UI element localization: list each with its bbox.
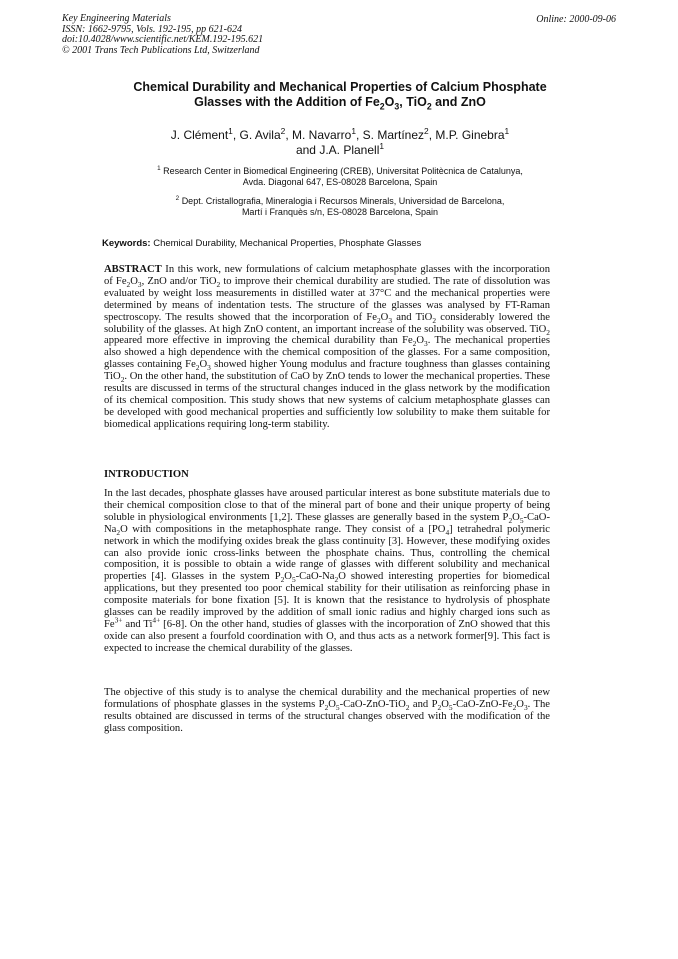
title-line-2 (90, 95, 590, 110)
journal-doi: doi:10.4028/www.scientific.net/KEM.192-195.621 (62, 34, 264, 45)
author-name: J.A. Planell (319, 143, 380, 157)
introduction-heading: INTRODUCTION (104, 469, 189, 480)
formula-sub: 3 (424, 339, 428, 349)
intro-text: O (512, 511, 520, 523)
formula-sub: 2 (512, 703, 517, 713)
formula-sub: 2 (126, 280, 131, 290)
author-affiliation-mark: 1 (228, 126, 233, 136)
paper-title (90, 80, 590, 110)
author-affiliation-mark: 1 (504, 126, 510, 136)
intro-text: -CaO-ZnO-Fe (452, 698, 513, 710)
online-date: Online: 2000-09-06 (536, 14, 616, 25)
author-line-1: J. Clément$^1$, G. Avila$^2$, M. Navarro$^1$, S. Martínez$^2$, M.P. Ginebra$^1$ (170, 126, 510, 142)
formula-sub: 2 (432, 315, 437, 325)
formula-sub: 2 (437, 703, 442, 713)
author-name: M. Navarro (291, 128, 352, 142)
formula-sub: 2 (546, 327, 550, 337)
author-list (110, 128, 570, 158)
formula-sub: 2 (120, 375, 125, 385)
abstract-text: and TiO (392, 311, 433, 323)
author-name: S. Martínez (362, 128, 425, 142)
affiliation-text: Dept. Cristallografia, Mineralogia i Recursos Minerals, Universidad de Barcelona, (181, 196, 505, 206)
abstract-text: appeared more effective in improving the chemical durability than Fe (104, 335, 413, 347)
formula-sub: 2 (508, 515, 513, 525)
author-joiner: and (295, 143, 316, 157)
author-name: G. Avila (239, 128, 281, 142)
keywords (102, 238, 421, 249)
intro-text: The objective of this study is to analyse the chemical durability and the mechanical properties of new formulations of phosphate glasses in the systems P (104, 687, 550, 710)
keywords-text: Chemical Durability, Mechanical Properties, Phosphate Glasses (153, 238, 422, 249)
abstract-text: O (380, 311, 389, 323)
formula-sub: 2 (116, 527, 121, 537)
title-sub: 2 (426, 101, 432, 112)
intro-text: O showed interesting properties for biomedical applications, but they presented too poor chemical stability for their utilisation as reinforcing phase in composite materials for bone fixation [5]. It is known that the resistance to hydrolysis of phosphate glasses can be readily improved by the addition of small ionic radius and highly charged ions such as Fe (104, 571, 550, 630)
affiliation-number: 2 (175, 195, 180, 202)
author-affiliation-mark: 2 (280, 126, 286, 136)
intro-text: In the last decades, phosphate glasses have aroused particular interest as bone substitute materials due to their chemical composition close to that of the mineral part of bone and their unique property of being soluble in physiological environments [1,2]. These glasses are generally based in the system P (104, 488, 550, 523)
title-text: Glasses with the Addition of Fe (194, 95, 380, 109)
intro-text: -CaO-ZnO-TiO (339, 698, 406, 710)
formula-sub: 2 (195, 363, 200, 373)
title-text: and ZnO (431, 95, 486, 109)
formula-sub: 5 (448, 703, 453, 713)
author-affiliation-mark: 1 (379, 141, 385, 151)
intro-text: and Ti (122, 618, 153, 630)
intro-text: -CaO-Na (104, 511, 550, 535)
affiliation-line (100, 166, 580, 177)
abstract-text: showed higher Young modulus and fracture toughness than glasses containing TiO (104, 359, 550, 383)
journal-header (62, 14, 263, 56)
abstract-text: to improve their chemical durability are studied. The rate of dissolution was evaluated by weight loss measurements in distilled water at 37°C and the mechanical properties were determined by means of indentation tests. The structure of the glasses was analysed by FT-Raman spectroscopy. The results showed that the incorporation of Fe (104, 275, 550, 323)
abstract-text: . The mechanical properties also showed a high dependence with the chemical composition of the glasses. For a same composition, glasses containing Fe (104, 335, 550, 371)
title-sub: 2 (379, 101, 385, 112)
author-affiliation-mark: 2 (424, 126, 429, 136)
intro-text: O (441, 698, 449, 710)
formula-sub: 2 (280, 575, 285, 585)
author-affiliation-mark: 1 (351, 126, 356, 136)
abstract-text: . On the other hand, the substitution of CaO by ZnO tends to lower the mechanical properties. These results are discussed in terms of the structural changes induced in the glass network by the modification of its chemical composition. This study shows that new systems of calcium metaphosphate glasses can be developed with good mechanical properties and sufficiently low solubility to make them suitable for biomedical applications requiring long-term stability. (104, 371, 550, 430)
introduction-paragraph-1 (104, 488, 550, 655)
intro-text: O (516, 698, 524, 710)
journal-name: Key Engineering Materials (62, 13, 171, 24)
formula-sub: 3 (207, 363, 211, 373)
formula-sub: 2 (334, 575, 339, 585)
journal-copyright: © 2001 Trans Tech Publications Ltd, Switzerland (62, 44, 260, 56)
affiliation-address: Martí i Franquès s/n, ES-08028 Barcelona, Spain (241, 207, 439, 217)
formula-sub: 4 (445, 527, 450, 537)
intro-text: . The results obtained are discussed in terms of the structural changes observed with the modification of the glass composition. (104, 698, 550, 734)
title-text: , TiO (399, 95, 427, 109)
intro-text: and P (409, 698, 438, 710)
intro-text: -CaO-Na (295, 571, 335, 583)
formula-sub: 3 (523, 703, 528, 713)
formula-sup: 4+ (152, 615, 161, 625)
formula-sub: 2 (405, 703, 410, 713)
author-name: M.P. Ginebra (435, 128, 505, 142)
formula-sub: 5 (519, 515, 524, 525)
formula-sub: 2 (412, 339, 417, 349)
formula-sub: 5 (291, 575, 296, 585)
abstract-text: O (416, 335, 425, 347)
abstract-text: , ZnO and/or TiO (141, 275, 217, 287)
introduction-paragraph-2 (104, 687, 550, 735)
abstract-label: ABSTRACT (104, 264, 162, 275)
affiliation-line (100, 196, 580, 207)
intro-text: O (328, 698, 336, 710)
intro-text: O with compositions in the metaphosphate range. They consist of a [PO (120, 523, 446, 535)
formula-sub: 3 (137, 280, 142, 290)
author-line-2 (110, 143, 570, 158)
title-text: O (384, 95, 395, 109)
abstract (104, 264, 550, 431)
journal-issn: ISSN: 1662-9795, Vols. 192-195, pp 621-624 (62, 23, 242, 35)
intro-text: O (284, 571, 292, 583)
affiliation-text: Research Center in Biomedical Engineering (CREB), Universitat Politècnica de Catalunya, (163, 166, 523, 176)
formula-sub: 5 (335, 703, 340, 713)
affiliation-2 (100, 196, 580, 218)
keywords-label: Keywords: (102, 238, 151, 249)
author-name: J. Clément (170, 128, 229, 142)
title-line-1: Chemical Durability and Mechanical Properties of Calcium Phosphate (133, 80, 547, 94)
title-sub: 3 (394, 101, 400, 112)
abstract-text: considerably lowered the solubility of the glasses. At high ZnO content, an important increase of the solubility was observed. TiO (104, 311, 550, 335)
formula-sub: 2 (376, 315, 381, 325)
formula-sub: 2 (324, 703, 329, 713)
formula-sub: 2 (216, 280, 221, 290)
intro-text: ] tetrahedral polymeric network in which the modifying oxides break the glass continuity [3]. However, these modifying oxides can also provide ionic cross-links between the phosphate chains. Thus, controlling the chemical composition, it is possible to obtain a wide range of glasses with different solubility and mechanical properties [4]. Glasses in the system P (104, 523, 550, 583)
formula-sub: 3 (388, 315, 393, 325)
intro-text: [6-8]. On the other hand, studies of glasses with the incorporation of ZnO showed that this oxide can also present a fourfold coordination with O, and thus acts as a network former[9]. This fact is expected to increase the chemical durability of the glasses. (104, 618, 550, 654)
abstract-text: In this work, new formulations of calcium metaphosphate glasses with the incorporation of Fe (104, 264, 550, 287)
abstract-text: O (199, 359, 208, 371)
affiliation-address: Avda. Diagonal 647, ES-08028 Barcelona, Spain (242, 177, 438, 187)
affiliation-1 (100, 166, 580, 188)
formula-sup: 3+ (114, 615, 123, 625)
affiliation-number: 1 (157, 165, 161, 172)
abstract-text: O (130, 275, 138, 287)
